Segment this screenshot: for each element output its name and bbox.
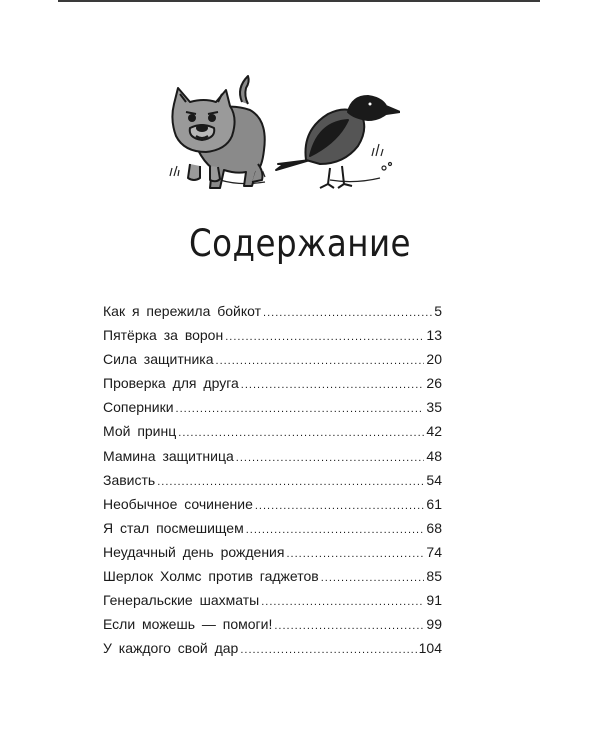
toc-entry-title: Пятёрка за ворон	[103, 327, 224, 344]
toc-entry-page-number: 104	[418, 640, 442, 657]
toc-entry[interactable]	[103, 568, 442, 592]
toc-entry[interactable]	[103, 496, 442, 520]
toc-entry-page-number: 48	[426, 447, 442, 464]
toc-entry-title: Зависть	[103, 471, 156, 488]
toc-entry-page-number: 13	[426, 327, 442, 344]
toc-entry-page-number: 74	[426, 543, 442, 560]
crow-icon	[276, 96, 400, 188]
dot-leader	[246, 524, 425, 536]
toc-entry[interactable]	[103, 520, 442, 544]
toc-entry[interactable]	[103, 640, 442, 664]
toc-entry-title: Я стал посмешищем	[103, 519, 244, 536]
toc-entry[interactable]	[103, 423, 442, 447]
dot-leader	[236, 452, 425, 464]
dot-leader	[261, 596, 424, 608]
toc-entry[interactable]	[103, 375, 442, 399]
dot-leader	[286, 548, 424, 560]
illustration	[160, 68, 400, 193]
toc-entry-page-number: 26	[426, 375, 442, 392]
toc-entry-title: Мой принц	[103, 423, 177, 440]
toc-entry-title: Сила защитника	[103, 351, 214, 368]
toc-entry-title: Проверка для друга	[103, 375, 239, 392]
toc-entry-page-number: 42	[426, 423, 442, 440]
bulldog-icon	[172, 76, 264, 188]
dot-leader	[225, 331, 424, 343]
toc-entry-page-number: 5	[434, 303, 442, 319]
toc-entry-title: Неудачный день рождения	[103, 543, 285, 560]
toc-entry-page-number: 54	[426, 471, 442, 488]
toc-entry-page-number: 68	[426, 519, 442, 536]
toc-entry[interactable]	[103, 303, 442, 327]
dot-leader	[216, 355, 425, 367]
toc-entry-page-number: 20	[426, 351, 442, 368]
toc-entry-title: Шерлок Холмс против гаджетов	[103, 568, 319, 585]
toc-entry-title: Генеральские шахматы	[103, 592, 260, 609]
toc-entry-page-number: 85	[426, 568, 442, 585]
table-of-contents	[103, 303, 442, 664]
dot-leader	[240, 644, 416, 656]
toc-entry[interactable]	[103, 544, 442, 568]
toc-entry-page-number: 99	[426, 616, 442, 633]
toc-entry-page-number: 61	[426, 495, 442, 512]
toc-entry-title: У каждого свой дар	[103, 640, 239, 657]
toc-entry-title: Мамина защитница	[103, 447, 234, 464]
dot-leader	[255, 500, 425, 512]
toc-entry[interactable]	[103, 448, 442, 472]
toc-entry[interactable]	[103, 592, 442, 616]
toc-entry-title: Необычное сочинение	[103, 495, 253, 512]
dot-leader	[178, 427, 424, 439]
toc-entry[interactable]	[103, 616, 442, 640]
dot-leader	[263, 307, 432, 319]
toc-entry[interactable]	[103, 399, 442, 423]
dot-leader	[176, 403, 425, 415]
dot-leader	[321, 572, 425, 584]
toc-entry-title: Соперники	[103, 399, 174, 416]
toc-entry-title: Как я пережила бойкот	[103, 303, 262, 319]
toc-entry-page-number: 35	[426, 399, 442, 416]
toc-entry[interactable]	[103, 472, 442, 496]
toc-entry[interactable]	[103, 327, 442, 351]
dot-leader	[157, 476, 424, 488]
toc-entry[interactable]	[103, 351, 442, 375]
dot-leader	[241, 379, 425, 391]
page-title: Содержание	[188, 222, 412, 265]
toc-entry-title: Если можешь — помоги!	[103, 616, 273, 633]
toc-entry-page-number: 91	[426, 592, 442, 609]
dot-leader	[274, 620, 424, 632]
top-rule	[58, 0, 540, 2]
